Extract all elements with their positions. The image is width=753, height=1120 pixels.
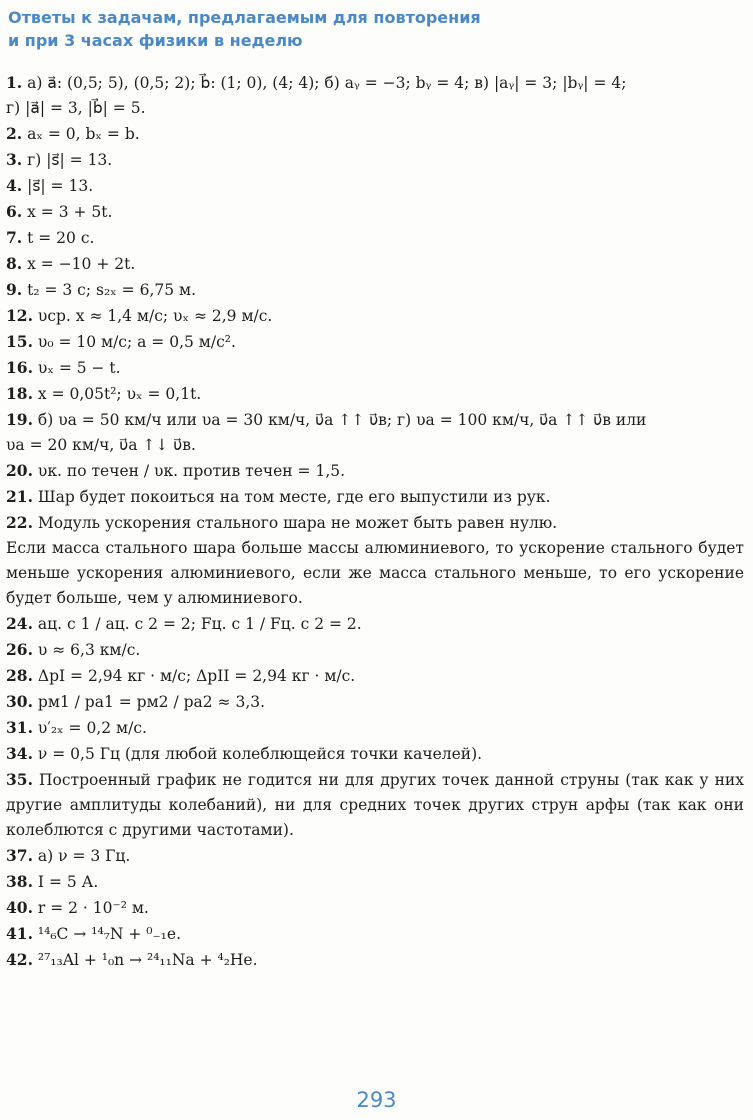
answer-item: 28. ΔpI = 2,94 кг · м/с; ΔpII = 2,94 кг · м/с. bbox=[6, 666, 356, 685]
answer-item: 15. υ₀ = 10 м/с; a = 0,5 м/с². bbox=[6, 332, 236, 351]
page-number: 293 bbox=[356, 1088, 397, 1112]
answer-item: 12. υср. x ≈ 1,4 м/с; υₓ ≈ 2,9 м/с. bbox=[6, 306, 273, 325]
answer-item: υа = 20 км/ч, υ⃗а ↑↓ υ⃗в. bbox=[6, 436, 196, 454]
answer-item: 38. I = 5 А. bbox=[6, 872, 99, 891]
answer-item: 4. |s⃗| = 13. bbox=[6, 176, 94, 195]
answer-item: 18. x = 0,05t²; υₓ = 0,1t. bbox=[6, 384, 202, 403]
answer-item: 37. а) ν = 3 Гц. bbox=[6, 846, 131, 865]
header-line-2: и при 3 часах физики в неделю bbox=[8, 31, 303, 50]
section-header bbox=[8, 6, 481, 52]
answer-item: 41. ¹⁴₆C → ¹⁴₇N + ⁰₋₁e. bbox=[6, 924, 181, 943]
answer-item: 2. aₓ = 0, bₓ = b. bbox=[6, 124, 140, 143]
answer-item: 26. υ ≈ 6,3 км/с. bbox=[6, 640, 141, 659]
answer-item: Если масса стального шара больше массы алюминиевого, то ускорение стального будет меньше ускорения алюминиевого, если же масса стального меньше, то его ускорение будет больше, чем у алюминиевого. bbox=[6, 539, 744, 607]
answers-list bbox=[6, 70, 744, 973]
answer-item: г) |a⃗| = 3, |b⃗| = 5. bbox=[6, 99, 146, 117]
answer-item: 40. r = 2 · 10⁻² м. bbox=[6, 898, 149, 917]
answer-item: 7. t = 20 с. bbox=[6, 228, 95, 247]
answer-item: 30. pм1 / pа1 = pм2 / pа2 ≈ 3,3. bbox=[6, 692, 266, 711]
answer-item: 20. υк. по течен / υк. против течен = 1,5. bbox=[6, 461, 346, 480]
answer-item: 16. υₓ = 5 − t. bbox=[6, 358, 121, 377]
answer-item: 34. ν = 0,5 Гц (для любой колеблющейся точки качелей). bbox=[6, 744, 483, 763]
answer-item: 22. Модуль ускорения стального шара не может быть равен нулю. bbox=[6, 513, 558, 532]
answer-item: 9. t₂ = 3 с; s₂ₓ = 6,75 м. bbox=[6, 280, 197, 299]
answer-item: 3. г) |s⃗| = 13. bbox=[6, 150, 113, 169]
answer-item: 42. ²⁷₁₃Al + ¹₀n → ²⁴₁₁Na + ⁴₂He. bbox=[6, 950, 258, 969]
answer-item: 21. Шар будет покоиться на том месте, где его выпустили из рук. bbox=[6, 487, 551, 506]
answer-item: 8. x = −10 + 2t. bbox=[6, 254, 136, 273]
answer-item: 31. υ′₂ₓ = 0,2 м/с. bbox=[6, 718, 147, 737]
answer-item: 19. б) υа = 50 км/ч или υа = 30 км/ч, υ⃗а ↑↑ υ⃗в; г) υа = 100 км/ч, υ⃗а ↑↑ υ⃗в или bbox=[6, 410, 647, 429]
answer-item: 35. Построенный график не годится ни для других точек данной струны (так как у них другие амплитуды колебаний), ни для средних точек других струн арфы (так как они колеблются с другими частотами). bbox=[6, 770, 744, 839]
answer-item: 1. а) a⃗: (0,5; 5), (0,5; 2); b⃗: (1; 0), (4; 4); б) aᵧ = −3; bᵧ = 4; в) |aᵧ| = 3; |bᵧ| = 4; bbox=[6, 73, 627, 92]
answer-item: 6. x = 3 + 5t. bbox=[6, 202, 113, 221]
header-line-1: Ответы к задачам, предлагаемым для повторения bbox=[8, 8, 481, 27]
answer-item: 24. aц. с 1 / aц. с 2 = 2; Fц. с 1 / Fц. с 2 = 2. bbox=[6, 614, 362, 633]
